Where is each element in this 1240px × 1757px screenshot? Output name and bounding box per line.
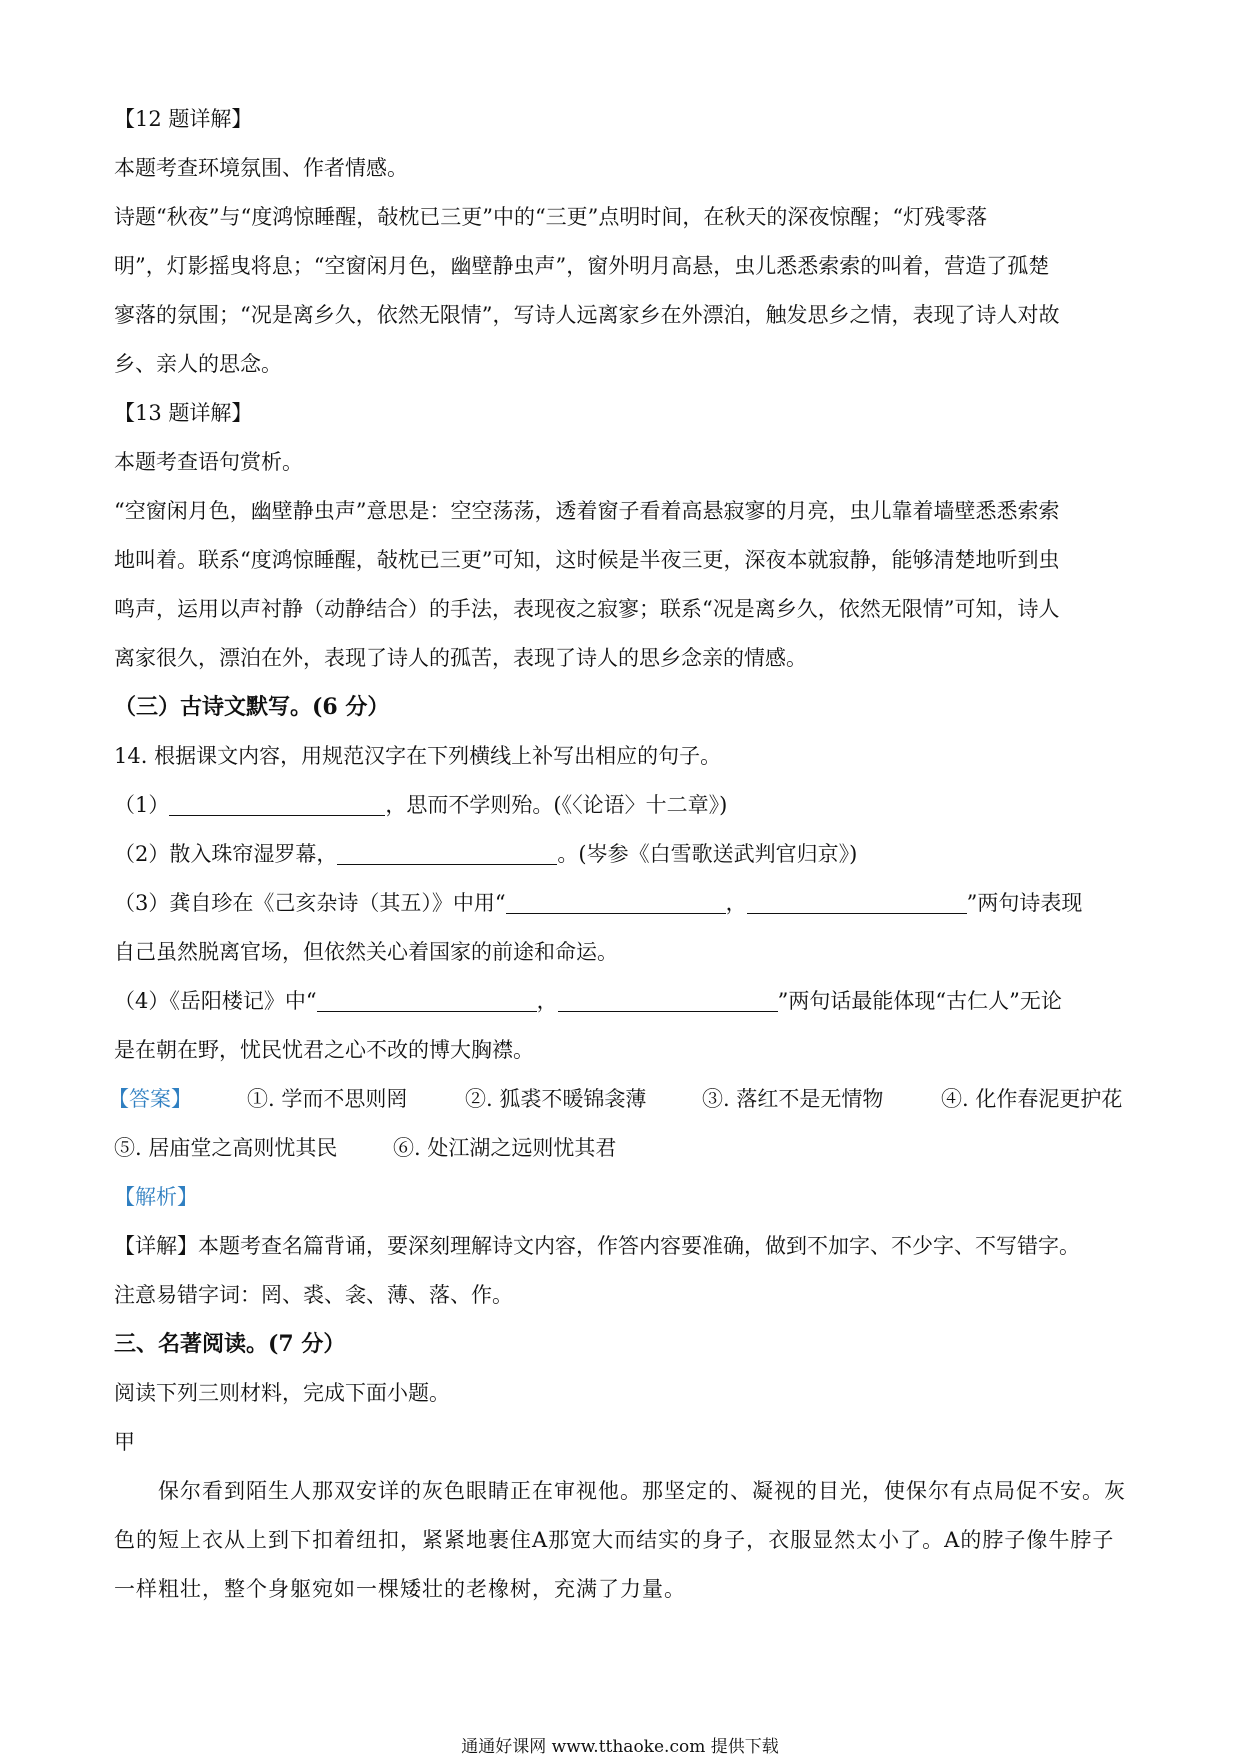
item-4-continued: 是在朝在野，忧民忧君之心不改的博大胸襟。: [114, 1038, 534, 1062]
analysis-label: 【解析】: [114, 1185, 198, 1209]
q13-line: “空窗闲月色，幽壁静虫声”意思是：空空荡荡，透着窗子看着高悬寂寥的月亮，虫儿靠着墙壁悉悉索索: [114, 499, 1060, 523]
q12-line: 本题考查环境氛围、作者情感。: [114, 156, 408, 180]
answer-label: 【答案】: [108, 1087, 192, 1111]
blank-item-1: [114, 781, 1130, 830]
q13-title: 【13 题详解】: [114, 401, 253, 425]
item-text: ”两句诗表现: [966, 891, 1083, 915]
answer-blank: [169, 789, 385, 816]
item-text: ，: [725, 891, 747, 915]
document-page: [108, 95, 1130, 1614]
answers-row-1: [108, 1075, 1130, 1124]
item-text: （2）散入珠帘湿罗幕，: [114, 842, 338, 866]
q13-line: 本题考查语句赏析。: [114, 450, 303, 474]
item-text: ”两句话最能体现“古仁人”无论: [777, 989, 1062, 1013]
answer-blank: [506, 887, 726, 914]
answer-item: ①. 学而不思则罔: [247, 1087, 408, 1111]
question-14: 14. 根据课文内容，用规范汉字在下列横线上补写出相应的句子。: [114, 744, 722, 768]
answer-item: ②. 狐裘不暖锦衾薄: [465, 1087, 647, 1111]
item-text: （3）龚自珍在《己亥杂诗（其五）》中用“: [114, 891, 506, 915]
item-text: ，思而不学则殆。(《〈论语〉十二章》): [385, 793, 728, 817]
passage-line: 保尔看到陌生人那双安详的灰色眼睛正在审视他。那坚定的、凝视的目光，使保尔有点局促不安。灰: [158, 1479, 1126, 1503]
answer-item: ⑥. 处江湖之远则忧其君: [393, 1136, 617, 1160]
answer-blank: [747, 887, 967, 914]
answers-row-2: [114, 1124, 1130, 1173]
part-intro: 阅读下列三则材料，完成下面小题。: [114, 1381, 450, 1405]
passage-line: 一样粗壮，整个身躯宛如一棵矮壮的老橡树，充满了力量。: [114, 1577, 686, 1601]
q12-line: 明”，灯影摇曳将息；“空窗闲月色，幽壁静虫声”，窗外明月高悬，虫儿悉悉索索的叫着，营造了孤楚: [114, 254, 1050, 278]
answer-blank: [337, 838, 557, 865]
q13-line: 离家很久，漂泊在外，表现了诗人的孤苦，表现了诗人的思乡念亲的情感。: [114, 646, 807, 670]
q13-line: 地叫着。联系“度鸿惊睡醒，敧枕已三更”可知，这时候是半夜三更，深夜本就寂静，能够清楚地听到虫: [114, 548, 1060, 572]
blank-item-4: [114, 977, 1130, 1026]
q12-line: 乡、亲人的思念。: [114, 352, 282, 376]
item-text: （4）《岳阳楼记》中“: [114, 989, 317, 1013]
item-3-continued: 自己虽然脱离官场，但依然关心着国家的前途和命运。: [114, 940, 618, 964]
q12-line: 寥落的氛围；“况是离乡久，依然无限情”，写诗人远离家乡在外漂泊，触发思乡之情，表现了诗人对故: [114, 303, 1060, 327]
answer-item: ③. 落红不是无情物: [702, 1087, 884, 1111]
part-heading: 三、名著阅读。(7 分）: [114, 1331, 346, 1357]
answer-item: ④. 化作春泥更护花: [941, 1087, 1123, 1111]
item-text: ，: [536, 989, 558, 1013]
q13-line: 鸣声，运用以声衬静（动静结合）的手法，表现夜之寂寥；联系“况是离乡久，依然无限情”可知，诗人: [114, 597, 1060, 621]
material-label: 甲: [114, 1430, 135, 1454]
answer-blank: [558, 985, 778, 1012]
page-footer: 通通好课网 www.tthaoke.com 提供下载: [461, 1737, 779, 1757]
blank-item-3: [114, 879, 1130, 928]
analysis-detail: 【详解】本题考查名篇背诵，要深刻理解诗文内容，作答内容要准确，做到不加字、不少字、不写错字。: [114, 1234, 1080, 1258]
answer-item: ⑤. 居庙堂之高则忧其民: [114, 1136, 338, 1160]
q12-title: 【12 题详解】: [114, 107, 253, 131]
item-label: （1）: [114, 793, 170, 817]
q12-line: 诗题“秋夜”与“度鸿惊睡醒，敧枕已三更”中的“三更”点明时间，在秋天的深夜惊醒；“灯残零落: [114, 205, 988, 229]
passage-line: 色的短上衣从上到下扣着纽扣，紧紧地裹住A那宽大而结实的身子，衣服显然太小了。A的脖子像牛脖子: [114, 1528, 1115, 1552]
item-text: 。(岑参《白雪歌送武判官归京》): [557, 842, 858, 866]
answer-blank: [317, 985, 537, 1012]
blank-item-2: [114, 830, 1130, 879]
section-heading: （三）古诗文默写。(6 分）: [114, 694, 390, 720]
analysis-note: 注意易错字词：罔、裘、衾、薄、落、作。: [114, 1283, 513, 1307]
